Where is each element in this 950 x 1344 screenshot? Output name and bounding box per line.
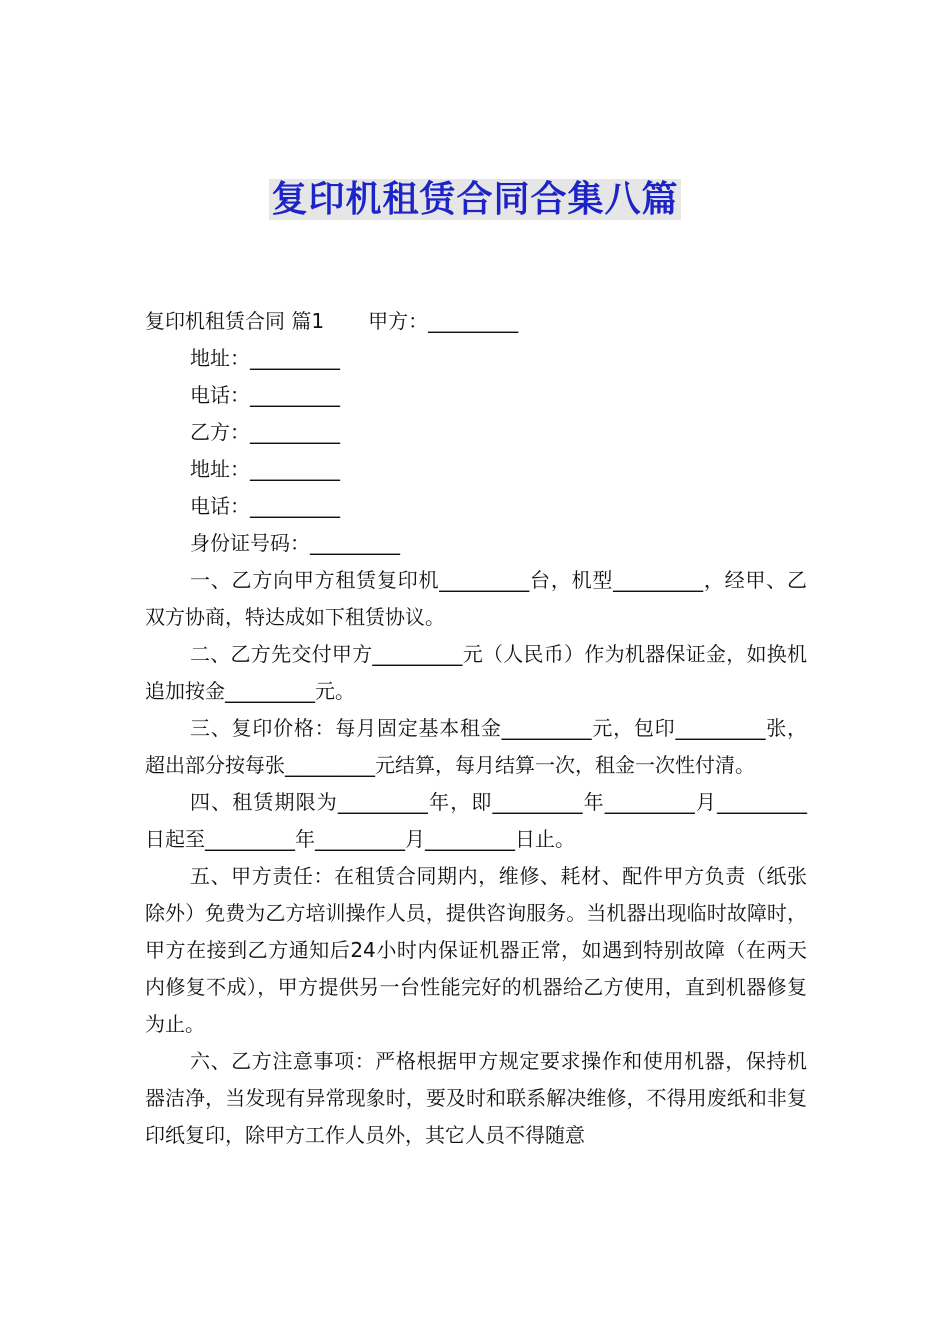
party-b-field: 乙方：_________ (190, 420, 340, 444)
clause-4: 四、租赁期限为_________年，即_________年_________月_________日起至_________年_________月_________日止。 (145, 790, 807, 851)
party-a-field: 甲方：_________ (368, 309, 519, 333)
clause-6: 六、乙方注意事项：严格根据甲方规定要求操作和使用机器，保持机器洁净，当发现有异常现象时，要及时和联系解决维修，不得用废纸和非复印纸复印，除甲方工作人员外，其它人员不得随意 (145, 1049, 807, 1147)
id-number-field: 身份证号码：_________ (190, 531, 400, 555)
clause-5: 五、甲方责任：在租赁合同期内，维修、耗材、配件甲方负责（纸张除外）免费为乙方培训操作人员，提供咨询服务。当机器出现临时故障时，甲方在接到乙方通知后24小时内保证机器正常，如遇到特别故障（在两天内修复不成），甲方提供另一台性能完好的机器给乙方使用，直到机器修复为止。 (145, 864, 807, 1036)
phone-a-field: 电话：_________ (190, 383, 340, 407)
address-a-field: 地址：_________ (190, 346, 340, 370)
document-title (0, 175, 950, 225)
section-heading: 复印机租赁合同 篇1 (145, 309, 325, 333)
clause-1: 一、乙方向甲方租赁复印机_________台，机型_________，经甲、乙双方协商，特达成如下租赁协议。 (145, 568, 807, 629)
first-line (145, 303, 807, 340)
clause-3: 三、复印价格：每月固定基本租金_________元，包印_________张，超出部分按每张_________元结算，每月结算一次，租金一次性付清。 (145, 716, 807, 777)
document-body (145, 303, 807, 1154)
title-text: 复印机租赁合同合集八篇 (271, 179, 679, 220)
phone-b-field: 电话：_________ (190, 494, 340, 518)
clause-2: 二、乙方先交付甲方_________元（人民币）作为机器保证金，如换机追加按金_________元。 (145, 642, 807, 703)
address-b-field: 地址：_________ (190, 457, 340, 481)
